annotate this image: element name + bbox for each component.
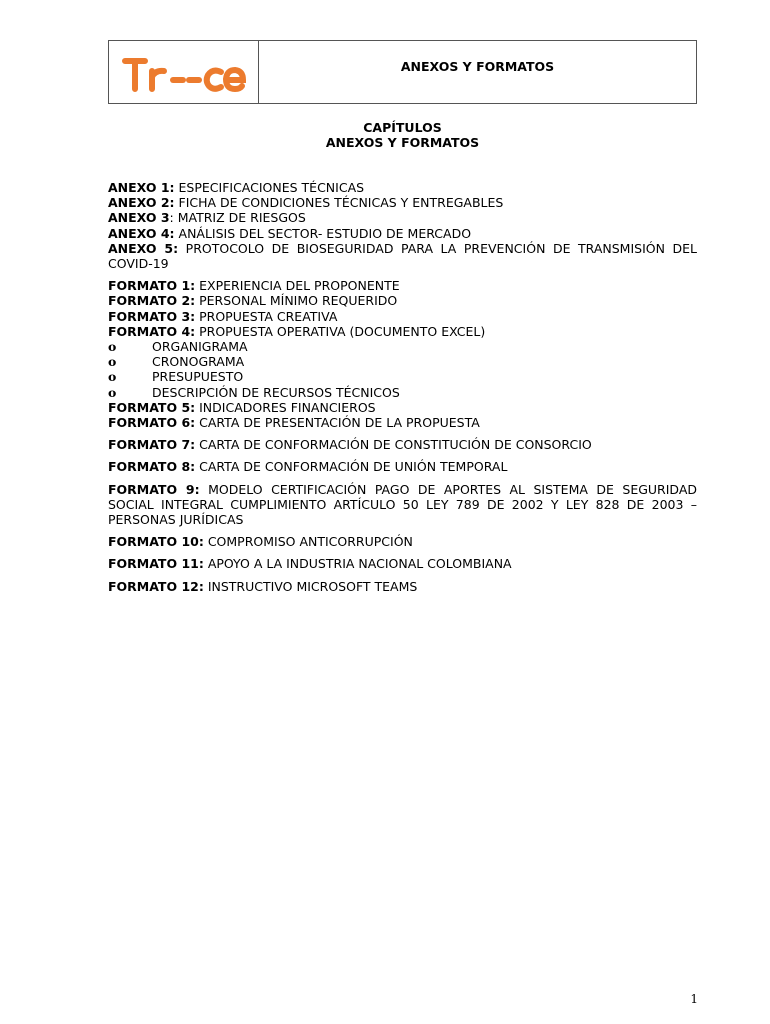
sub-bullet: o [108, 369, 117, 385]
sub-list-item [108, 385, 697, 400]
anexo-label: ANEXO 3 [108, 210, 170, 226]
anexo-item [108, 210, 697, 225]
anexo-item [108, 180, 697, 195]
formato-text: COMPROMISO ANTICORRUPCIÓN [203, 534, 413, 550]
formato-label: FORMATO 4: [108, 323, 196, 339]
formato-text: EXPERIENCIA DEL PROPONENTE [195, 278, 400, 294]
formato-label: FORMATO 1: [108, 278, 196, 294]
chapters-heading [108, 120, 697, 150]
formato-item [108, 459, 697, 474]
sub-bullet: o [108, 384, 117, 400]
sub-bullet: o [108, 354, 117, 370]
sub-item-text: DESCRIPCIÓN DE RECURSOS TÉCNICOS [152, 384, 400, 400]
formato-text: PROPUESTA OPERATIVA (DOCUMENTO EXCEL) [195, 323, 486, 339]
chapters-subtitle: ANEXOS Y FORMATOS [325, 135, 480, 150]
document-body [108, 180, 697, 594]
formato-item [108, 309, 697, 324]
document-header [108, 40, 697, 104]
sub-list-item [108, 339, 697, 354]
formato-label: FORMATO 12: [108, 578, 204, 594]
anexo-item [108, 195, 697, 210]
anexo-label: ANEXO 4: [108, 225, 175, 241]
formato-label: FORMATO 8: [108, 459, 196, 475]
formato-label: FORMATO 2: [108, 293, 196, 309]
anexo-text: ANÁLISIS DEL SECTOR- ESTUDIO DE MERCADO [174, 225, 472, 241]
formato-item [108, 324, 697, 339]
logo-cell [109, 41, 259, 103]
formato-text: INDICADORES FINANCIEROS [195, 399, 376, 415]
formato-text: CARTA DE CONFORMACIÓN DE CONSTITUCIÓN DE CONSORCIO [195, 437, 592, 453]
formato-label: FORMATO 10: [108, 534, 204, 550]
anexo-text: PROTOCOLO DE BIOSEGURIDAD PARA LA PREVENCIÓN DE TRANSMISIÓN DEL COVID-19 [108, 240, 697, 272]
anexo-label: ANEXO 1: [108, 180, 175, 195]
formato-label: FORMATO 6: [108, 415, 196, 431]
anexo-item [108, 226, 697, 241]
formato-item [108, 534, 697, 549]
formato-item [108, 556, 697, 571]
trece-logo-icon [121, 53, 249, 95]
formato-item [108, 293, 697, 308]
formato-label: FORMATO 3: [108, 308, 196, 324]
formato-label: FORMATO 9: [108, 481, 200, 497]
formato-item [108, 278, 697, 293]
formato-text: CARTA DE CONFORMACIÓN DE UNIÓN TEMPORAL [195, 459, 508, 475]
formato-label: FORMATO 7: [108, 437, 196, 453]
formato-text: INSTRUCTIVO MICROSOFT TEAMS [203, 578, 418, 594]
sub-item-text: PRESUPUESTO [152, 369, 244, 385]
anexo-label: ANEXO 2: [108, 195, 175, 211]
formato-item [108, 415, 697, 430]
anexo-label: ANEXO 5: [108, 240, 179, 256]
anexo-text: : MATRIZ DE RIESGOS [169, 210, 306, 226]
formato-text: PROPUESTA CREATIVA [195, 308, 338, 324]
chapters-title: CAPÍTULOS [363, 120, 442, 135]
anexo-item [108, 241, 697, 271]
anexo-text: FICHA DE CONDICIONES TÉCNICAS Y ENTREGABLES [174, 195, 504, 211]
formato-item [108, 437, 697, 452]
sub-bullet: o [108, 339, 117, 355]
page-number: 1 [690, 992, 698, 1006]
formato-item [108, 482, 697, 528]
formato-item [108, 400, 697, 415]
sub-list-item [108, 354, 697, 369]
anexo-text: ESPECIFICACIONES TÉCNICAS [174, 180, 365, 195]
formato-text: MODELO CERTIFICACIÓN PAGO DE APORTES AL SISTEMA DE SEGURIDAD SOCIAL INTEGRAL CUMPLIMIENTO ARTÍCULO 50 LEY 789 DE 2002 Y LEY 828 DE 2003 – PERSONAS JURÍDICAS [108, 481, 698, 528]
formato-item [108, 579, 697, 594]
sub-item-text: ORGANIGRAMA [152, 339, 248, 355]
formato-text: APOYO A LA INDUSTRIA NACIONAL COLOMBIANA [203, 556, 512, 572]
formato-label: FORMATO 5: [108, 399, 196, 415]
sub-list-item [108, 369, 697, 384]
sub-item-text: CRONOGRAMA [152, 354, 245, 370]
formato-text: CARTA DE PRESENTACIÓN DE LA PROPUESTA [195, 415, 480, 431]
formato-label: FORMATO 11: [108, 556, 204, 572]
formato-text: PERSONAL MÍNIMO REQUERIDO [195, 293, 398, 309]
header-title: ANEXOS Y FORMATOS [400, 59, 555, 74]
